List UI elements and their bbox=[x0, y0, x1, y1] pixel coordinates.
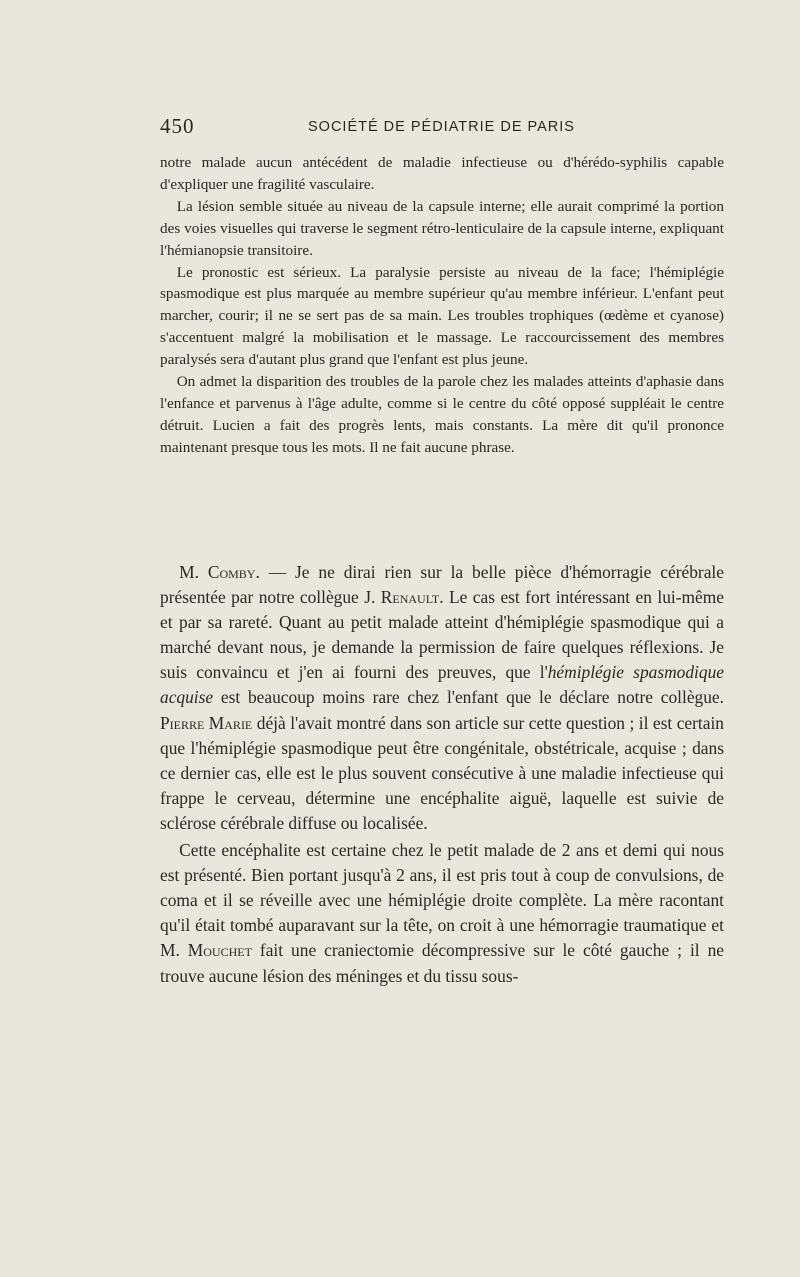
case-paragraph: notre malade aucun antécédent de maladie infectieuse ou d'hérédo-syphilis capable d'expliquer une fragilité vasculaire. bbox=[160, 154, 724, 193]
discussion-paragraph bbox=[160, 560, 724, 836]
author-name: Pierre Marie bbox=[160, 712, 253, 733]
running-title: SOCIÉTÉ DE PÉDIATRIE DE PARIS bbox=[308, 119, 575, 135]
case-paragraph: La lésion semble située au niveau de la capsule interne; elle aurait comprimé la portion des voies visuelles qui traverse le segment rétro-lenticulaire de la capsule interne, expliquant l'hémianopsie transitoire. bbox=[160, 197, 724, 259]
case-paragraph: On admet la disparition des troubles de la parole chez les malades atteints d'aphasie dans l'enfance et parvenus à l'âge adulte, comme si le centre du côté opposé suppléait le centre détruit. Lucien a fait des progrès lents, mais constants. La mère dit qu'il prononce maintenant presque tous les mots. Il ne fait aucune phrase. bbox=[160, 373, 724, 456]
emphasis-term: hémiplégie spasmodique acquise bbox=[160, 662, 724, 708]
text-run: . Le cas est fort intéressant en lui-même et par sa rareté. Quant au petit malade atteint d'hémiplégie spasmodique qui a marché devant nous, je demande la permission de faire quelques réflexions. Je suis convaincu et j'en ai fourni des preuves, que l' bbox=[160, 587, 725, 683]
case-paragraph: Le pronostic est sérieux. La paralysie persiste au niveau de la face; l'hémiplégie spasmodique est plus marquée au membre supérieur qu'au membre inférieur. L'enfant peut marcher, courir; il ne se sert pas de sa main. Les troubles trophiques (œdème et cyanose) s'accentuent malgré la mobilisation et le massage. Le raccourcissement des membres paralysés sera d'autant plus grand que l'enfant est plus jeune. bbox=[160, 263, 724, 369]
discussion bbox=[160, 560, 724, 989]
text-run: — Je ne dirai rien sur la belle pièce d'hémorragie cérébrale présentée par notre collègue J. bbox=[160, 562, 724, 608]
text-run: Cette encéphalite est certaine chez le petit malade de 2 ans et demi qui nous est présenté. Bien portant jusqu'à 2 ans, il est pris tout à coup de convulsions, de coma et il se réveille avec une hémiplégie droite complète. La mère racontant qu'il était tombé auparavant sur la tête, on croit à une hémorragie traumatique et M. bbox=[160, 840, 724, 961]
page-header bbox=[160, 114, 724, 144]
page-number: 450 bbox=[160, 114, 195, 138]
speaker-name: M. Comby. bbox=[179, 562, 260, 582]
text-run: est beaucoup moins rare chez l'enfant que le déclare notre collègue. bbox=[213, 687, 724, 708]
case-notes bbox=[160, 152, 724, 459]
author-name: Mouchet bbox=[187, 940, 252, 961]
text-run: fait une craniectomie décompressive sur le côté gauche ; il ne trouve aucune lésion des méninges et du tissu sous- bbox=[160, 940, 724, 986]
discussion-paragraph bbox=[160, 838, 724, 989]
text-run: déjà l'avait montré dans son article sur cette question ; il est certain que l'hémiplégie spasmodique peut être congénitale, obstétricale, acquise ; dans ce dernier cas, elle est le plus souvent consécutive à une maladie infectieuse qui frappe le cerveau, détermine une encéphalite aiguë, laquelle est suivie de sclérose cérébrale diffuse ou localisée. bbox=[160, 712, 724, 833]
author-name: Renault bbox=[380, 587, 440, 608]
